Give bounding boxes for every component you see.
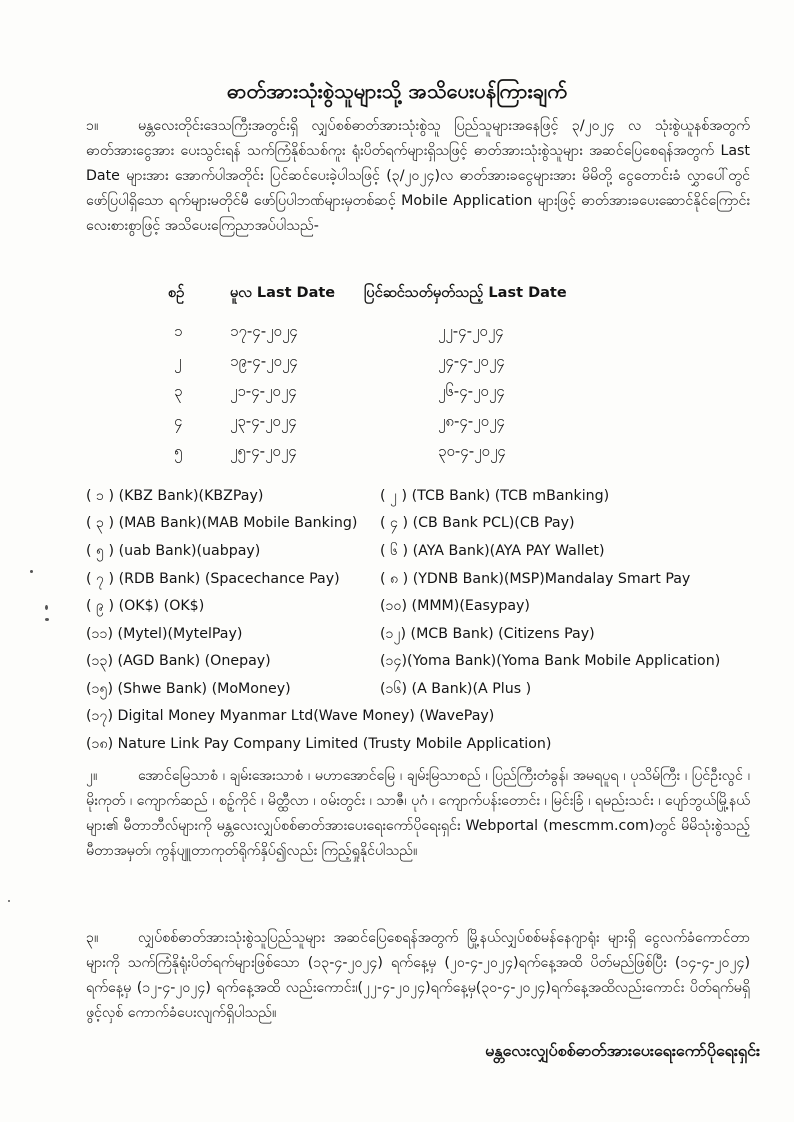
bank-item: ( ၂ ) (TCB Bank) (TCB mBanking): [380, 488, 610, 504]
bank-item: ( ၁ ) (KBZ Bank)(KBZPay): [86, 488, 264, 504]
paragraph-text: လျှပ်စစ်ဓာတ်အားသုံးစွဲသူပြည်သူများ အဆင်ပြေစေရန်အတွက် မြို့နယ်လျှပ်စစ်မန်နေဂျာရုံး များရှိ ငွေလက်ခံကောင်တာများကို သက်ကြံနိုရုံးပိတ်ရက်များဖြစ်သော (၁၃-၄-၂၀၂၄) ရက်နေ့မှ (၂၀-၄-၂၀၂၄)ရက်နေ့အထိ ပိတ်မည်ဖြစ်ပြီး (၁၄-၄-၂၀၂၄) ရက်နေ့မှ (၁၂-၄-၂၀၂၄) ရက်နေ့အထိ လည်းကောင်း၊(၂၂-၄-၂၀၂၄)ရက်နေ့မှ(၃၀-၄-၂၀၂၄)ရက်နေ့အထိလည်းကောင်း ပိတ်ရက်မရှိ ဖွင့်လှစ် ကောက်ခံပေးလျက်ရှိပါသည်။: [86, 930, 750, 1021]
bank-item: (၁၅) (Shwe Bank) (MoMoney): [86, 681, 291, 697]
table-row: [148, 352, 608, 382]
table-row: [148, 442, 608, 472]
paragraph-text: မန္တလေးတိုင်းဒေသကြီးအတွင်းရှိ လျှပ်စစ်ဓာတ်အားသုံးစွဲသူ ပြည်သူများအနေဖြင့် ၃/၂၀၂၄ လ သုံးစွဲယူနစ်အတွက် ဓာတ်အားငွေအား ပေးသွင်းရန် သက်ကြံနိုစ်သစ်ကူး ရုံးပိတ်ရက်များရှိသဖြင့် ဓာတ်အားသုံးစွဲသူများ အဆင်ပြေစေရန်အတွက် Last Date များအား အောက်ပါအတိုင်း ပြင်ဆင်ပေးခဲ့ပါသဖြင့် (၃/၂၀၂၄)လ ဓာတ်အားခငွေများအား မိမိတို့ ငွေတောင်းခံ လွှာပေါ်တွင် ဖော်ပြပါရှိသော ရက်များမတိုင်မီ ဖော်ပြပါဘဏ်များမှတစ်ဆင့် Mobile Application များဖြင့် ဓာတ်အားခပေးဆောင်နိုင်ကြောင်း လေးစားစွာဖြင့် အသိပေးကြေညာအပ်ပါသည်-: [86, 118, 750, 234]
bank-item: (၁၈) Nature Link Pay Company Limited (Trusty Mobile Application): [86, 736, 552, 752]
serial-cell: ၃: [174, 382, 183, 400]
scan-speck: [30, 570, 33, 573]
original-date-cell: ၂၁-၄-၂၀၂၄: [230, 382, 297, 400]
notice-title: ဓာတ်အားသုံးစွဲသူများသို့ အသိပေးပန်ကြားချက်: [226, 79, 568, 103]
original-date-cell: ၁၉-၄-၂၀၂၄: [230, 352, 298, 370]
bank-item: (၁၀) (MMM)(Easypay): [380, 598, 530, 614]
signature-organization: မန္တလေးလျှပ်စစ်ဓာတ်အားပေးရေးကော်ပိုရေးရှင်း: [485, 1041, 760, 1060]
header-original-date: မူလ Last Date: [230, 285, 336, 301]
scan-speck: [8, 900, 10, 902]
bank-item: (၁၆) (A Bank)(A Plus ): [380, 681, 532, 697]
bank-item: (၁၇) Digital Money Myanmar Ltd(Wave Money) (WavePay): [86, 708, 495, 724]
original-date-cell: ၁၇-၄-၂၀၂၄: [230, 322, 298, 340]
paragraph-text: အောင်မြေသာစံ ၊ ချမ်းအေးသာစံ ၊ မဟာအောင်မြေ ၊ ချမ်းမြသာစည် ၊ ပြည်ကြီးတံခွန်၊ အမရပူရ ၊ ပုသိမ်ကြီး ၊ ပြင်ဦးလွင် ၊ မိုးကုတ် ၊ ကျောက်ဆည် ၊ စဉ့်ကိုင် ၊ မိတ္ထီလာ ၊ ဝမ်းတွင်း ၊ သာဇီ၊ ပုဂံ ၊ ကျောက်ပန်းတောင်း ၊ မြင်းခြံ ၊ ရမည်းသင်း ၊ ပျော်ဘွယ်မြို့နယ်များ၏ မီတာဘီလ်များကို မန္တလေးလျှပ်စစ်ဓာတ်အားပေးရေးကော်ပိုရေးရှင်း Webportal (mescmm.com)တွင် မိမိသုံးစွဲသည့် မီတာအမှတ်၊ ကွန်ပျူတာကုတ်ရိုက်နှိပ်၍လည်း ကြည့်ရှုနိုင်ပါသည်။: [86, 768, 750, 859]
revised-date-cell: ၂၆-၄-၂၀၂၄: [438, 382, 505, 400]
header-serial: စဉ်: [168, 285, 185, 301]
bank-item: ( ၇ ) (RDB Bank) (Spacechance Pay): [86, 571, 340, 587]
bank-item: ( ၅ ) (uab Bank)(uabpay): [86, 543, 261, 559]
bank-item: (၁၄)(Yoma Bank)(Yoma Bank Mobile Application): [380, 653, 721, 669]
bank-item: ( ၃ ) (MAB Bank)(MAB Mobile Banking): [86, 515, 358, 531]
paragraph-3: [86, 926, 750, 1026]
serial-cell: ၅: [174, 442, 183, 460]
bank-item: ( ၆ ) (AYA Bank)(AYA PAY Wallet): [380, 543, 605, 559]
revised-date-cell: ၂၂-၄-၂၀၂၄: [438, 322, 504, 340]
bank-item: (၁၂) (MCB Bank) (Citizens Pay): [380, 626, 595, 642]
serial-cell: ၄: [174, 412, 183, 430]
revised-date-cell: ၂၄-၄-၂၀၂၄: [438, 352, 505, 370]
paragraph-2: [86, 764, 750, 864]
revised-date-cell: ၃၀-၄-၂၀၂၄: [438, 442, 506, 460]
serial-cell: ၂: [174, 352, 182, 370]
paragraph-number: ၂။: [86, 768, 98, 784]
paragraph-1: [86, 114, 750, 239]
scan-speck: [45, 618, 49, 621]
header-revised-date: ပြင်ဆင်သတ်မှတ်သည့် Last Date: [364, 285, 567, 301]
table-row: [148, 322, 608, 352]
original-date-cell: ၂၃-၄-၂၀၂၄: [230, 412, 297, 430]
serial-cell: ၁: [174, 322, 183, 340]
paragraph-number: ၃။: [86, 930, 99, 946]
bank-item: ( ၄ ) (CB Bank PCL)(CB Pay): [380, 515, 575, 531]
scan-speck: [45, 605, 48, 610]
paragraph-number: ၁။: [86, 118, 99, 134]
table-row: [148, 412, 608, 442]
revised-date-cell: ၂၈-၄-၂၀၂၄: [438, 412, 505, 430]
bank-item: (၁၁) (Mytel)(MytelPay): [86, 626, 243, 642]
table-row: [148, 382, 608, 412]
bank-item: ( ၉ ) (OK$) (OK$): [86, 598, 205, 614]
original-date-cell: ၂၅-၄-၂၀၂၄: [230, 442, 297, 460]
bank-item: ( ၈ ) (YDNB Bank)(MSP)Mandalay Smart Pay: [380, 571, 691, 587]
bank-item: (၁၃) (AGD Bank) (Onepay): [86, 653, 271, 669]
